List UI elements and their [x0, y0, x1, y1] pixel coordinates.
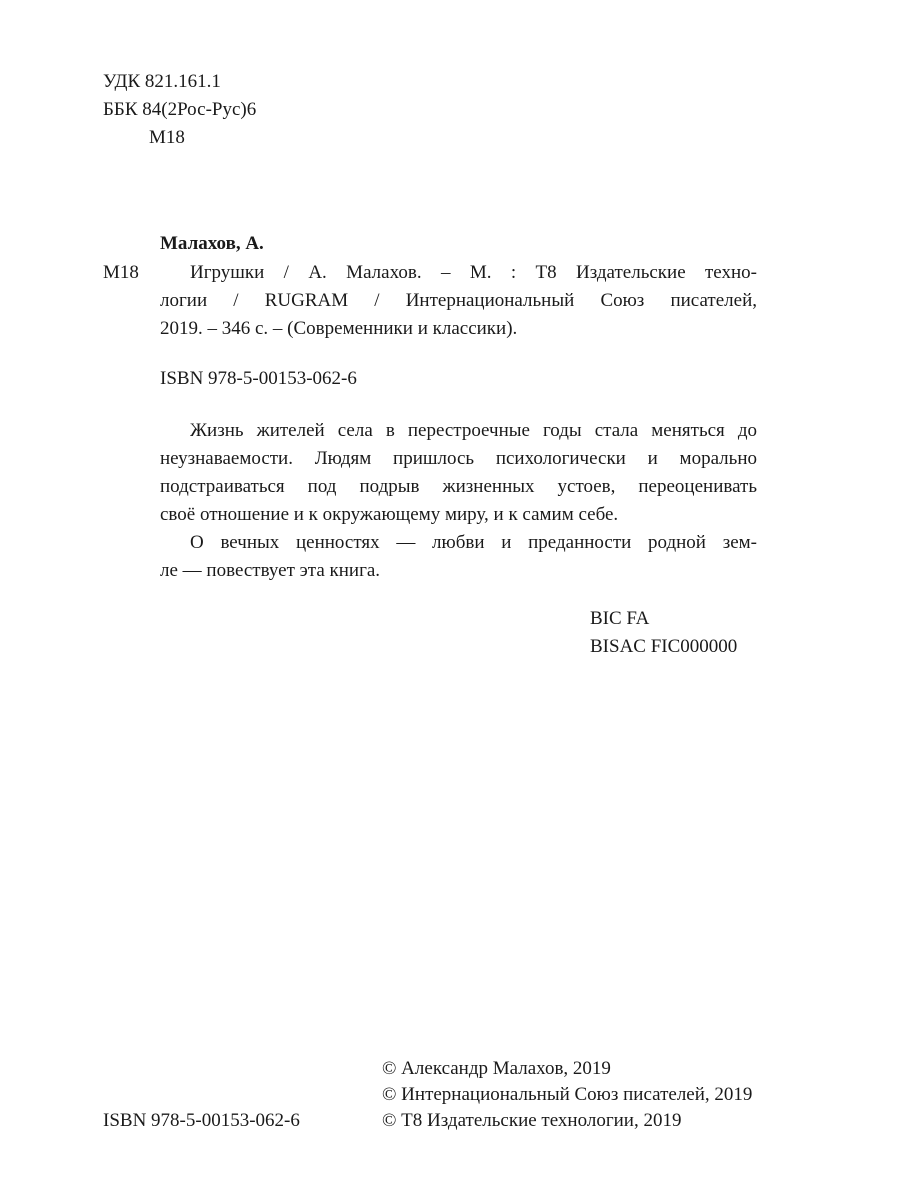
- author-mark-record: М18: [103, 262, 139, 283]
- author-mark-top: М18: [149, 127, 185, 148]
- bbk-code: ББК 84(2Рос-Рус)6: [103, 99, 257, 120]
- record-isbn: ISBN 978-5-00153-062-6: [160, 368, 357, 389]
- record-line: 2019. – 346 с. – (Современники и классики).: [160, 318, 518, 339]
- annotation-line: Жизнь жителей села в перестроечные годы стала меняться до: [190, 420, 757, 441]
- record-line: Игрушки / А. Малахов. – М. : Т8 Издательские техно-: [190, 262, 757, 283]
- bisac-code: BISAC FIC000000: [590, 636, 738, 657]
- copyright-line: © Александр Малахов, 2019: [382, 1058, 611, 1079]
- record-author: Малахов, А.: [160, 233, 264, 254]
- record-line: логии / RUGRAM / Интернациональный Союз писателей,: [160, 290, 757, 311]
- annotation-line: ле — повествует эта книга.: [160, 560, 381, 581]
- footer-isbn: ISBN 978-5-00153-062-6: [103, 1110, 300, 1131]
- annotation-line: неузнаваемости. Людям пришлось психологически и морально: [160, 448, 757, 469]
- copyright-line: © Интернациональный Союз писателей, 2019: [382, 1084, 753, 1105]
- annotation-line: О вечных ценностях — любви и преданности родной зем-: [190, 532, 757, 553]
- annotation-line: своё отношение и к окружающему миру, и к самим себе.: [160, 504, 619, 525]
- udk-code: УДК 821.161.1: [103, 71, 221, 92]
- bic-code: BIC FA: [590, 608, 650, 629]
- annotation-line: подстраиваться под подрыв жизненных устоев, переоценивать: [160, 476, 757, 497]
- copyright-line: © Т8 Издательские технологии, 2019: [382, 1110, 682, 1131]
